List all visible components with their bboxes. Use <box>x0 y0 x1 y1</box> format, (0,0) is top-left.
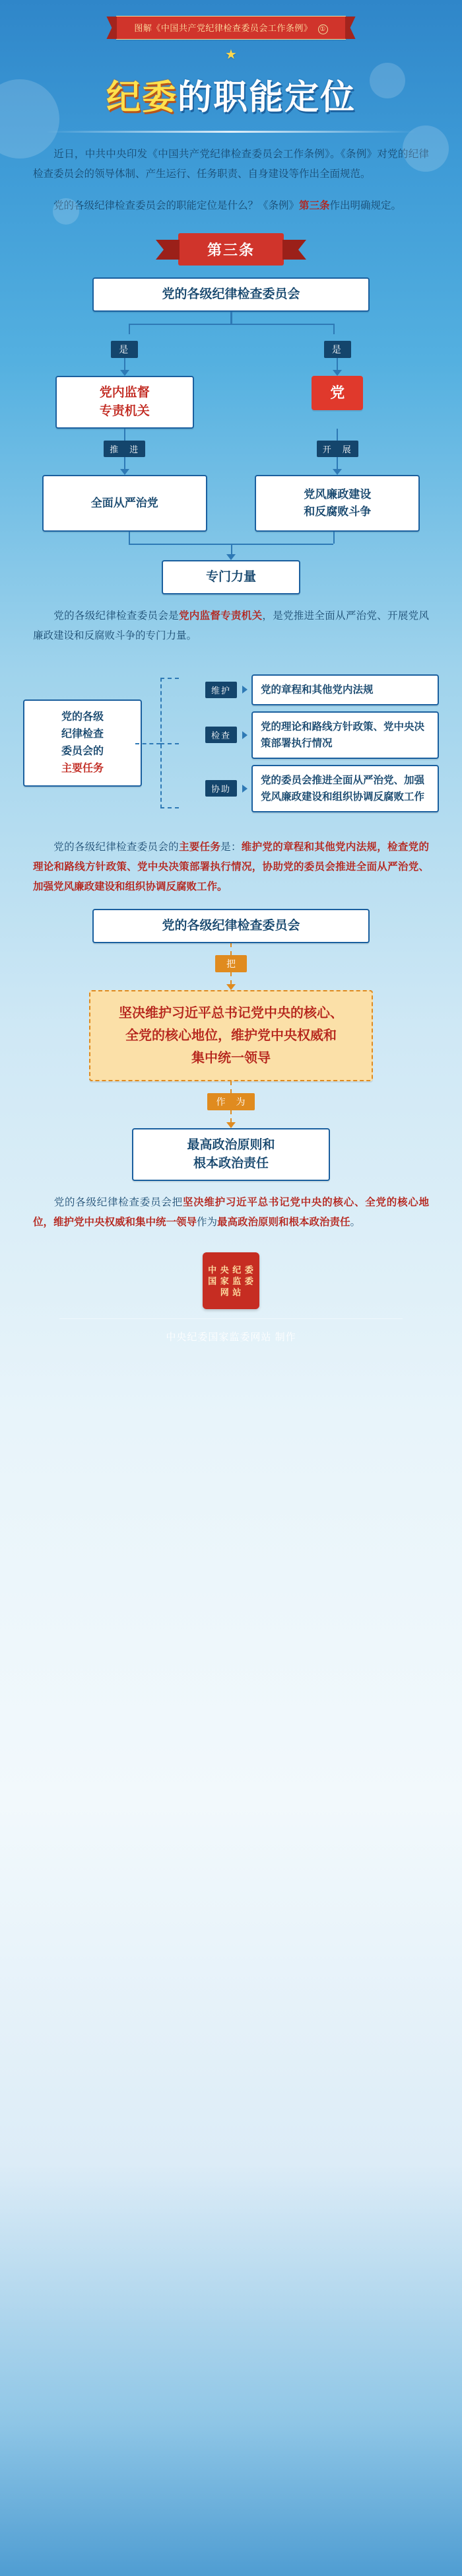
connector-drop-left <box>129 324 130 334</box>
star-icon: ★ <box>225 48 237 62</box>
connector-line <box>337 429 338 441</box>
arrow-right-icon <box>242 785 248 793</box>
task-text-box: 党的理论和路线方针政策、党中央决策部署执行情况 <box>251 711 439 759</box>
connector-line-dashed <box>230 943 232 955</box>
flow2-tag-ba: 把 <box>215 955 247 972</box>
flow1-left-col <box>26 475 223 532</box>
arrow-right-icon <box>242 686 248 694</box>
header-ribbon-wrap <box>0 0 462 40</box>
flow1-box-row-2 <box>26 475 436 532</box>
flow1-right-col <box>239 441 436 457</box>
flow1-final-box: 专门力量 <box>162 560 300 594</box>
task-item <box>205 674 439 705</box>
summary1-part1: 党的各级纪律检查委员会是 <box>53 610 179 622</box>
summary2-part1: 党的各级纪律检查委员会的 <box>53 841 179 853</box>
flow1-left-box <box>55 376 194 429</box>
summary3-highlight-2: 最高政治原则和根本政治责任 <box>217 1217 350 1228</box>
ribbon-label: 图解《中国共产党纪律检查委员会工作条例》 <box>134 23 313 33</box>
tasks-main-box <box>23 699 142 787</box>
connector-drop-right <box>333 532 335 544</box>
connector-stem <box>231 544 232 554</box>
seal-line2: 国 家 监 委 <box>208 1275 254 1286</box>
task-text-box: 党的委员会推进全面从严治党、加强党风廉政建设和组织协调反腐败工作 <box>251 765 439 812</box>
tasks-main-line1: 党的各级 <box>61 711 104 723</box>
summary-paragraph-1 <box>33 606 429 646</box>
flow1-tag-right: 是 <box>324 341 351 358</box>
task-tag: 协助 <box>205 780 237 797</box>
connector-drop-right <box>333 324 335 334</box>
connector-line-dashed <box>230 972 232 984</box>
summary3-highlight-1: 坚决维护习近平总书记党中央的核心、全党的核心地位，维护党中央权威和集中统一领导 <box>33 1197 429 1228</box>
arrow-down-icon <box>226 554 236 560</box>
flow1-left-col <box>26 341 223 358</box>
intro-p1-text: 近日，中共中央印发《中国共产党纪律检查委员会工作条例》。《条例》对党的纪律检查委员会的领导体制、产生运行、任务职责、自身建设等作出全面规范。 <box>33 149 429 180</box>
footer-credit: 中央纪委国家监委网站 制作 <box>166 1332 296 1343</box>
tasks-main-line2: 纪律检查 <box>61 729 104 740</box>
flow1-right-result-line1: 党风廉政建设 <box>304 488 372 501</box>
intro-p2-part2: 作出明确规定。 <box>329 200 402 211</box>
intro-paragraph-2 <box>33 196 429 216</box>
flow1-right-col <box>239 376 436 429</box>
connector-line-dashed <box>230 1081 232 1093</box>
decorative-bubble <box>370 63 405 98</box>
flow1-top-box: 党的各级纪律检查委员会 <box>92 277 370 312</box>
arrow-down-icon <box>333 469 342 475</box>
tasks-main-line4: 主要任务 <box>61 763 104 774</box>
task-text-box: 党的章程和其他党内法规 <box>251 674 439 705</box>
flow1-right-col <box>239 429 436 441</box>
seal-icon <box>203 1252 259 1309</box>
flow1-action-tag-right: 开 展 <box>317 441 358 457</box>
section-banner: 第三条 <box>178 233 284 266</box>
flow1-left-col <box>26 376 223 429</box>
task-tag: 维护 <box>205 682 237 698</box>
connector-stub <box>160 678 179 679</box>
tasks-tree-connectors <box>142 661 205 826</box>
flow1-right-col <box>239 341 436 358</box>
connector-drop-left <box>129 532 130 544</box>
flowchart-principle <box>26 909 436 1181</box>
flow2-tag-as: 作 为 <box>207 1093 255 1110</box>
connector-line <box>337 358 338 370</box>
arrow-down-icon <box>120 469 129 475</box>
tasks-tree <box>23 661 439 826</box>
seal-line1: 中 央 纪 委 <box>208 1264 254 1275</box>
flow1-action-tag-left: 推 进 <box>104 441 145 457</box>
flow2-bottom-line2: 根本政治责任 <box>193 1157 269 1170</box>
connector-line <box>124 358 125 370</box>
task-item <box>205 711 439 759</box>
flow2-bottom-line1: 最高政治原则和 <box>187 1138 275 1152</box>
seal-line3: 网 站 <box>220 1287 242 1297</box>
connector-in <box>135 743 160 744</box>
title-divider <box>46 131 416 133</box>
flow1-arrow-row-2 <box>26 429 436 441</box>
arrow-down-icon <box>226 1122 236 1128</box>
flow1-right-col <box>239 358 436 376</box>
flow2-orange-line2: 全党的核心地位，维护党中央权威和 <box>125 1028 337 1043</box>
connector-bar <box>129 324 333 325</box>
section-banner-wrap <box>0 233 462 266</box>
summary1-highlight: 党内监督专责机关 <box>178 610 263 622</box>
flow2-bottom-box <box>132 1128 330 1181</box>
flow1-left-col <box>26 358 223 376</box>
summary3-part3: 。 <box>350 1217 361 1228</box>
header-ribbon <box>116 16 345 40</box>
page-title-rest: 的职能定位 <box>178 79 356 117</box>
flow1-left-col <box>26 441 223 457</box>
connector-line-dashed <box>230 1110 232 1122</box>
flow1-left-result-box: 全面从严治党 <box>42 475 207 532</box>
flow2-top-box: 党的各级纪律检查委员会 <box>92 909 370 943</box>
arrow-down-icon <box>333 370 342 376</box>
summary3-part1: 党的各级纪律检查委员会把 <box>53 1197 183 1208</box>
flow1-tag-left: 是 <box>111 341 138 358</box>
flow1-right-result-box <box>255 475 420 532</box>
arrow-right-icon <box>242 731 248 739</box>
decorative-bubble <box>403 125 449 172</box>
task-item <box>205 765 439 812</box>
summary-paragraph-3 <box>33 1193 429 1233</box>
summary2-highlight-2: 维护党的章程和其他党内法规，检查党的理论和路线方针政策、党中央决策部署执行情况，协助党的委员会推进全面从严治党、加强党风廉政建设和组织协调反腐败工作。 <box>33 841 429 892</box>
summary2-highlight-1: 主要任务 <box>178 841 221 853</box>
flowchart-functions <box>26 277 436 594</box>
arrow-down-icon <box>226 984 236 990</box>
connector-stub <box>160 807 179 808</box>
flow1-merge <box>26 532 436 554</box>
tasks-tree-left <box>23 699 142 787</box>
connector-line <box>124 457 125 469</box>
flow1-arrow-row-1 <box>26 358 436 376</box>
flow1-tag-row-1 <box>26 341 436 358</box>
connector-stub <box>160 743 179 744</box>
flow1-right-result-line2: 和反腐败斗争 <box>304 505 372 518</box>
connector-stem <box>231 312 232 324</box>
page-footer <box>0 1233 462 1361</box>
page-title-accent: 纪委 <box>106 79 178 117</box>
connector-line <box>124 429 125 441</box>
tasks-main-line3: 委员会的 <box>61 746 104 757</box>
flow2-orange-box <box>89 990 373 1081</box>
flow1-right-box: 党 <box>312 376 363 410</box>
tasks-tree-right <box>205 668 439 818</box>
arrow-down-icon <box>120 370 129 376</box>
flow1-right-col <box>239 457 436 475</box>
intro-paragraph-1 <box>33 145 429 184</box>
ribbon-number: ① <box>318 24 328 34</box>
flow1-tag-row-2 <box>26 441 436 457</box>
flow1-split-1 <box>26 324 436 341</box>
intro-p2-part1: 党的各级纪律检查委员会的职能定位是什么？《条例》 <box>53 200 300 211</box>
summary1-part2: ，是党推进全面从严治党、开展党风廉政建设和反腐败斗争的专门力量。 <box>33 610 429 641</box>
flow1-left-col <box>26 457 223 475</box>
summary-paragraph-2 <box>33 838 429 897</box>
flow2-orange-line3: 集中统一领导 <box>191 1051 271 1065</box>
decorative-bubble <box>53 198 79 225</box>
flow1-left-box-line2: 专责机关 <box>99 404 150 418</box>
flow1-arrow-row-3 <box>26 457 436 475</box>
intro-p2-highlight: 第三条 <box>299 200 330 211</box>
flow1-left-box-line1: 党内监督 <box>99 386 150 400</box>
footer-divider <box>59 1318 403 1319</box>
flow1-box-row-1 <box>26 376 436 429</box>
flow1-right-col <box>239 475 436 532</box>
flow2-orange-line1: 坚决维护习近平总书记党中央的核心、 <box>119 1006 343 1020</box>
summary2-part2: 是： <box>220 841 242 853</box>
summary3-part2: 作为 <box>197 1217 218 1228</box>
connector-line <box>337 457 338 469</box>
task-tag: 检查 <box>205 727 237 743</box>
flow1-left-col <box>26 429 223 441</box>
